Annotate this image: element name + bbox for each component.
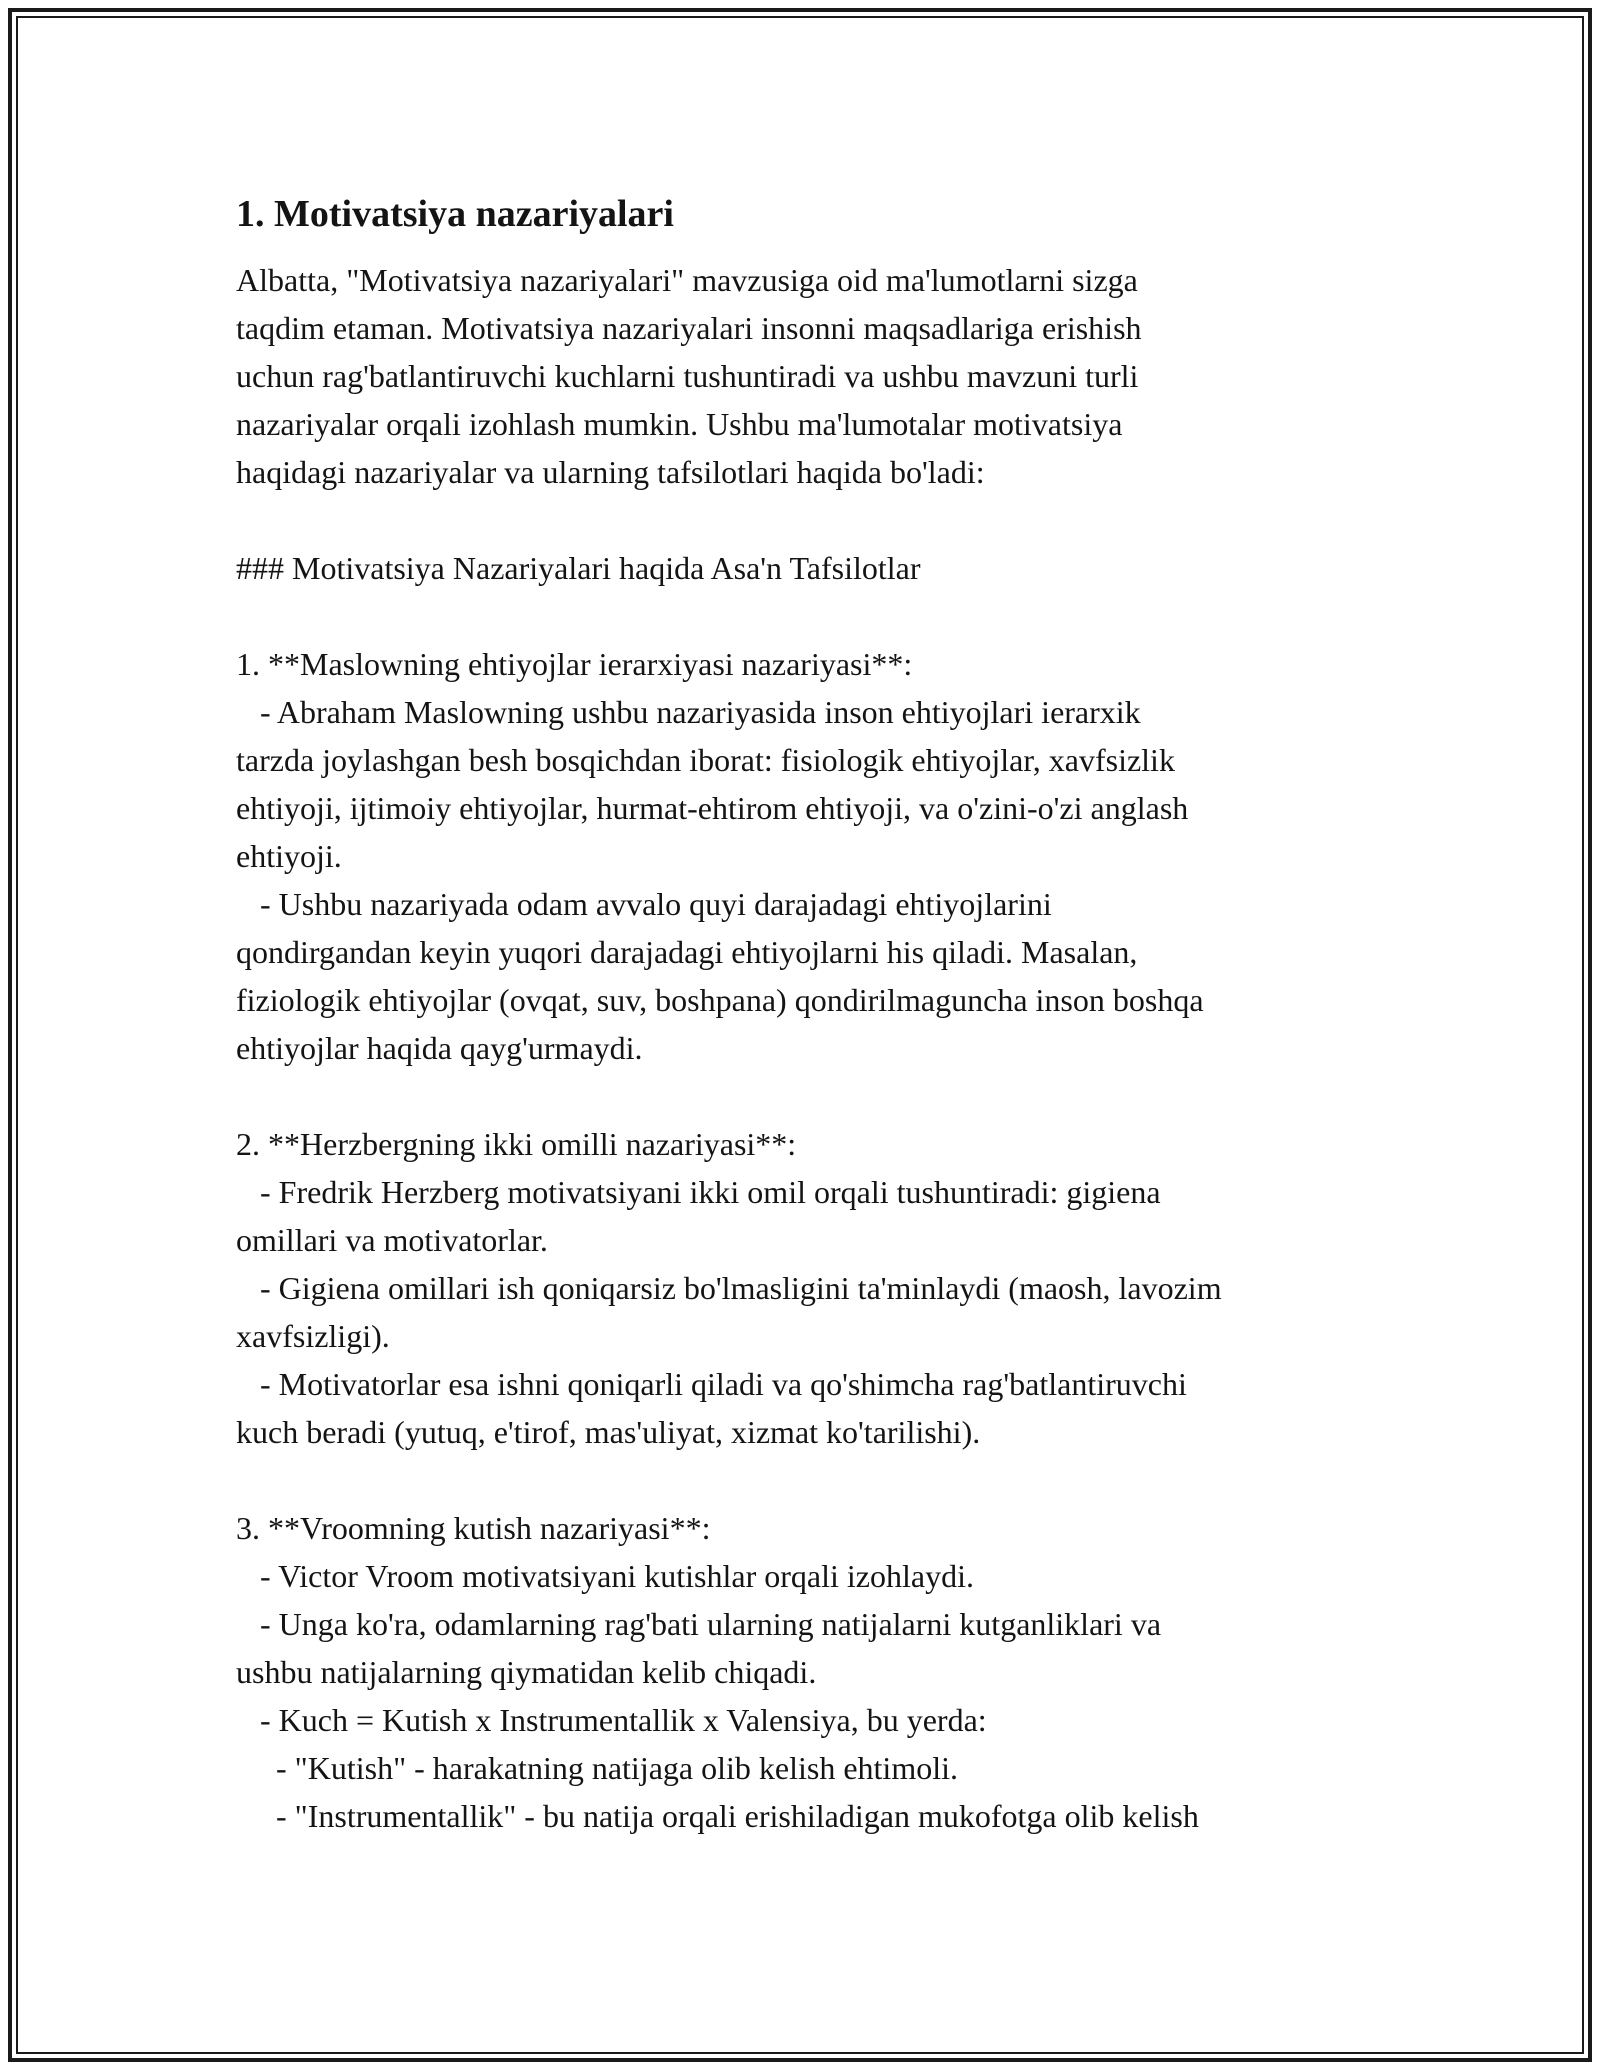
document-body: Albatta, "Motivatsiya nazariyalari" mavzusiga oid ma'lumotlarni sizga taqdim etaman. Motivatsiya nazariyalari insonni maqsadlariga erishish uchun rag'batlantiruvchi kuchlarni tushuntiradi va ushbu mavzuni turli nazariyalar orqali izohlash mumkin. Ushbu ma'lumotalar motivatsiya haqidagi nazariyalar va ularning tafsilotlari haqida bo'ladi: ### Motivatsiya Nazariyalari haqida Asa'n Tafsilotlar 1. **Maslowning ehtiyojlar ierarxiyasi nazariyasi**: - Abraham Maslowning ushbu nazariyasida inson ehtiyojlari ierarxik tarzda joylashgan besh bosqichdan iborat: fisiologik ehtiyojlar, xavfsizlik ehtiyoji, ijtimoiy ehtiyojlar, hurmat-ehtirom ehtiyoji, va o'zini-o'zi anglash ehtiyoji. - Ushbu nazariyada odam avvalo quyi darajadagi ehtiyojlarini qondirgandan keyin yuqori darajadagi ehtiyojlarni his qiladi. Masalan, fiziologik ehtiyojlar (ovqat, suv, boshpana) qondirilmaguncha inson boshqa ehtiyojlar haqida qayg'urmaydi. 2. **Herzbergning ikki omilli nazariyasi**: - Fredrik Herzberg motivatsiyani ikki omil orqali tushuntiradi: gigiena omillari va motivatorlar. - Gigiena omillari ish qoniqarsiz bo'lmasligini ta'minlaydi (maosh, lavozim xavfsizligi). - Motivatorlar esa ishni qoniqarli qiladi va qo'shimcha rag'batlantiruvchi kuch beradi (yutuq, e'tirof, mas'uliyat, xizmat ko'tarilishi). 3. **Vroomning kutish nazariyasi**: - Victor Vroom motivatsiyani kutishlar orqali izohlaydi. - Unga ko'ra, odamlarning rag'bati ularning natijalarni kutganliklari va ushbu natijalarning qiymatidan kelib chiqadi. - Kuch = Kutish x Instrumentallik x Valensiya, bu yerda: - "Kutish" - harakatning natijaga olib kelish ehtimoli. - "Instrumentallik" - bu natija orqali erishiladigan mukofotga olib kelish [236, 262, 1222, 1834]
document-title: 1. Motivatsiya nazariyalari [236, 193, 674, 235]
document-content [236, 186, 1396, 1840]
